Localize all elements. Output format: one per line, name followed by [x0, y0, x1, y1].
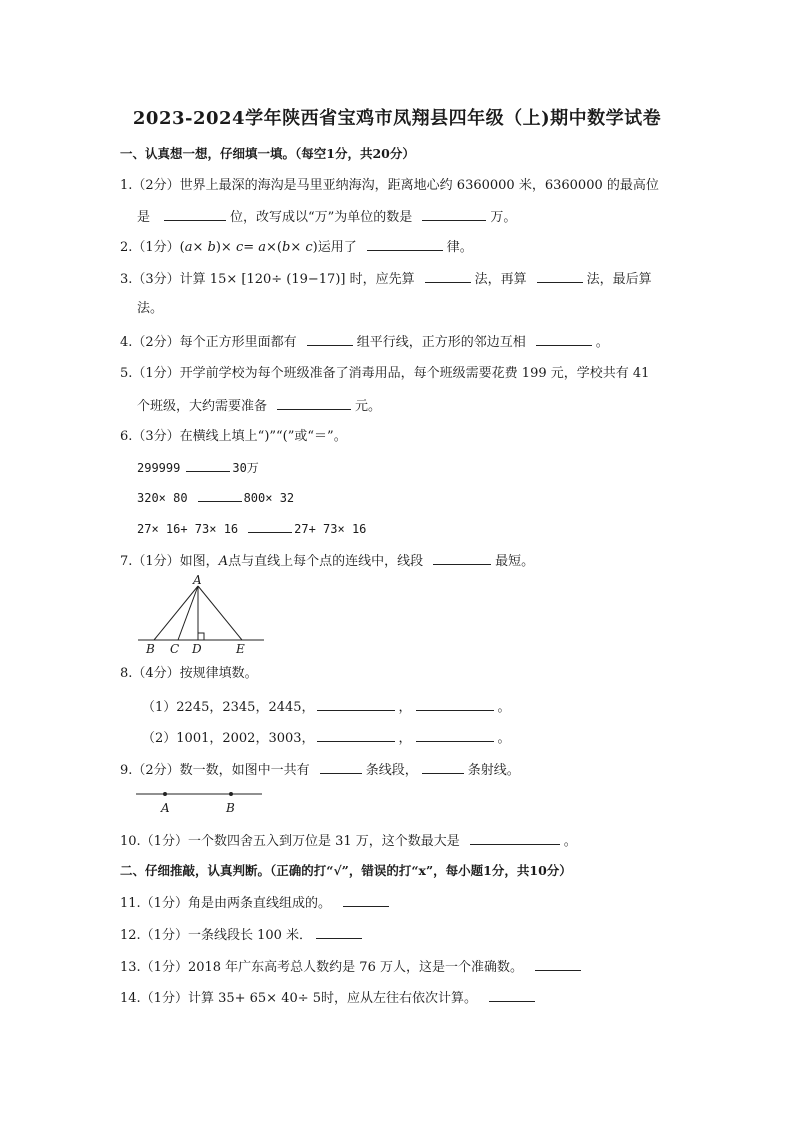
q12-text: 12.（1分）一条线段长 100 米．: [120, 928, 313, 943]
answer-blank[interactable]: [535, 958, 581, 971]
section-1-heading: 一、认真想一想，仔细填一填。（每空1分，共20分）: [120, 146, 415, 161]
question-8: 8.（4分）按规律填数。: [120, 666, 258, 681]
answer-blank[interactable]: [307, 333, 353, 346]
q4-text-part: 。: [595, 335, 609, 350]
q10-text-part: 10.（1分）一个数四舍五入到万位是 31 万，这个数最大是: [120, 834, 460, 849]
answer-blank[interactable]: [422, 208, 486, 221]
comma: ，: [398, 731, 412, 746]
q13-text: 13.（1分）2018 年广东高考总人数约是 76 万人，这是一个准确数。: [120, 960, 523, 975]
q2-expr: a× b: [184, 240, 216, 255]
compare-right: 800× 32: [243, 491, 295, 505]
q4-text-part: 4.（2分）每个正方形里面都有: [120, 335, 297, 350]
q9-text-part: 条射线。: [467, 763, 520, 778]
answer-blank[interactable]: [433, 552, 491, 565]
sequence-text: （2）1001，2002，3003，: [142, 731, 315, 746]
question-2: [120, 238, 473, 256]
sequence-1: [142, 698, 511, 716]
q1-text-part: 是: [137, 210, 151, 225]
q2-text-part: )运用了: [312, 240, 357, 255]
q2-text-part: )×: [215, 240, 232, 255]
label-b: B: [146, 642, 155, 656]
right-angle-mark: [198, 633, 204, 640]
answer-blank[interactable]: [317, 698, 395, 711]
q3-text-part: 法，再算: [474, 272, 527, 287]
q5-text-part: 元。: [355, 399, 382, 414]
sequence-text: （1）2245，2345，2445，: [142, 700, 315, 715]
question-5: 5.（1分）开学前学校为每个班级准备了消毒用品，每个班级需要花费 199 元，学校共有 41: [120, 366, 650, 381]
page-title: 2023-2024学年陕西省宝鸡市凤翔县四年级（上)期中数学试卷: [132, 108, 662, 129]
q5-text-part: 个班级，大约需要准备: [137, 399, 268, 414]
q2-text-part: (: [276, 240, 282, 255]
triangle-figure: [130, 574, 270, 660]
compare-left: 299999: [137, 461, 181, 475]
q7-text-part: 7.（1分）如图，: [120, 554, 219, 569]
question-11: [120, 894, 393, 912]
answer-blank[interactable]: [198, 489, 242, 502]
point-a: [163, 792, 167, 796]
question-12: [120, 926, 366, 944]
q3-text-part: 法，最后算: [586, 272, 652, 287]
answer-blank[interactable]: [537, 270, 583, 283]
sequence-2: [142, 729, 511, 747]
compare-row-3: [137, 520, 366, 537]
question-9: [120, 761, 520, 779]
period: 。: [497, 700, 511, 715]
answer-blank[interactable]: [317, 729, 395, 742]
question-3-cont: 法。: [137, 301, 164, 316]
question-14: [120, 989, 539, 1007]
answer-blank[interactable]: [416, 698, 494, 711]
answer-blank[interactable]: [277, 397, 351, 410]
q4-text-part: 组平行线，正方形的邻边互相: [356, 335, 526, 350]
answer-blank[interactable]: [425, 270, 471, 283]
answer-blank[interactable]: [248, 520, 292, 533]
answer-blank[interactable]: [164, 208, 226, 221]
q7-text-part: 最短。: [495, 554, 535, 569]
q2-expr: c= a×: [235, 240, 277, 255]
compare-right: 27+ 73× 16: [294, 522, 367, 536]
q14-text: 14.（1分）计算 35+ 65× 40÷ 5时，应从左往右依次计算。: [120, 991, 478, 1006]
q1-text-part: 万。: [490, 210, 517, 225]
point-b: [229, 792, 233, 796]
segment-ae: [198, 586, 242, 640]
answer-blank[interactable]: [489, 989, 535, 1002]
answer-blank[interactable]: [316, 926, 362, 939]
segment-ab: [154, 586, 198, 640]
label-c: C: [170, 642, 180, 656]
q1-text-part: 位，改写成以“万”为单位的数是: [230, 210, 413, 225]
answer-blank[interactable]: [470, 832, 560, 845]
compare-row-1: [137, 459, 259, 476]
question-5-cont: [137, 397, 381, 415]
answer-blank[interactable]: [422, 761, 464, 774]
compare-right: 30万: [232, 461, 259, 475]
segment-ac: [178, 586, 198, 640]
period: 。: [497, 731, 511, 746]
label-a: A: [161, 801, 170, 815]
q11-text: 11.（1分）角是由两条直线组成的。: [120, 896, 331, 911]
label-a: A: [193, 574, 202, 587]
question-6: 6.（3分）在横线上填上“)”“(”或“＝”。: [120, 429, 347, 444]
answer-blank[interactable]: [536, 333, 592, 346]
answer-blank[interactable]: [186, 459, 230, 472]
q9-text-part: 9.（2分）数一数，如图中一共有: [120, 763, 310, 778]
q3-text-part: 3.（3分）计算 15× [120÷ (19−17)] 时，应先算: [120, 272, 415, 287]
section-2-heading: 二、仔细推敲，认真判断。（正确的打“√”，错误的打“x”，每小题1分，共10分）: [120, 863, 572, 878]
q7-point-label: A: [218, 554, 229, 569]
q10-text-part: 。: [563, 834, 577, 849]
q2-text-part: 律。: [446, 240, 473, 255]
compare-row-2: [137, 489, 294, 506]
question-3: [120, 270, 652, 288]
question-10: [120, 832, 577, 850]
compare-left: 320× 80: [137, 491, 188, 505]
answer-blank[interactable]: [343, 894, 389, 907]
question-1-text: 1.（2分）世界上最深的海沟是马里亚纳海沟，距离地心约 6360000 米，6360000 的最高位: [120, 178, 659, 193]
label-e: E: [236, 642, 245, 656]
q2-text-part: 2.（1分）(: [120, 240, 185, 255]
line-figure: [130, 784, 270, 816]
answer-blank[interactable]: [320, 761, 362, 774]
comma: ，: [398, 700, 412, 715]
question-1-cont: [137, 208, 516, 226]
answer-blank[interactable]: [416, 729, 494, 742]
q9-text-part: 条线段，: [365, 763, 418, 778]
question-13: [120, 958, 585, 976]
answer-blank[interactable]: [367, 238, 443, 251]
label-b: B: [226, 801, 235, 815]
question-1: [120, 178, 659, 194]
label-d: D: [192, 642, 202, 656]
question-7: [120, 552, 534, 570]
compare-left: 27× 16+ 73× 16: [137, 522, 239, 536]
q2-expr: b× c: [282, 240, 313, 255]
question-4: [120, 333, 609, 351]
q7-text-part: 点与直线上每个点的连线中，线段: [228, 554, 424, 569]
